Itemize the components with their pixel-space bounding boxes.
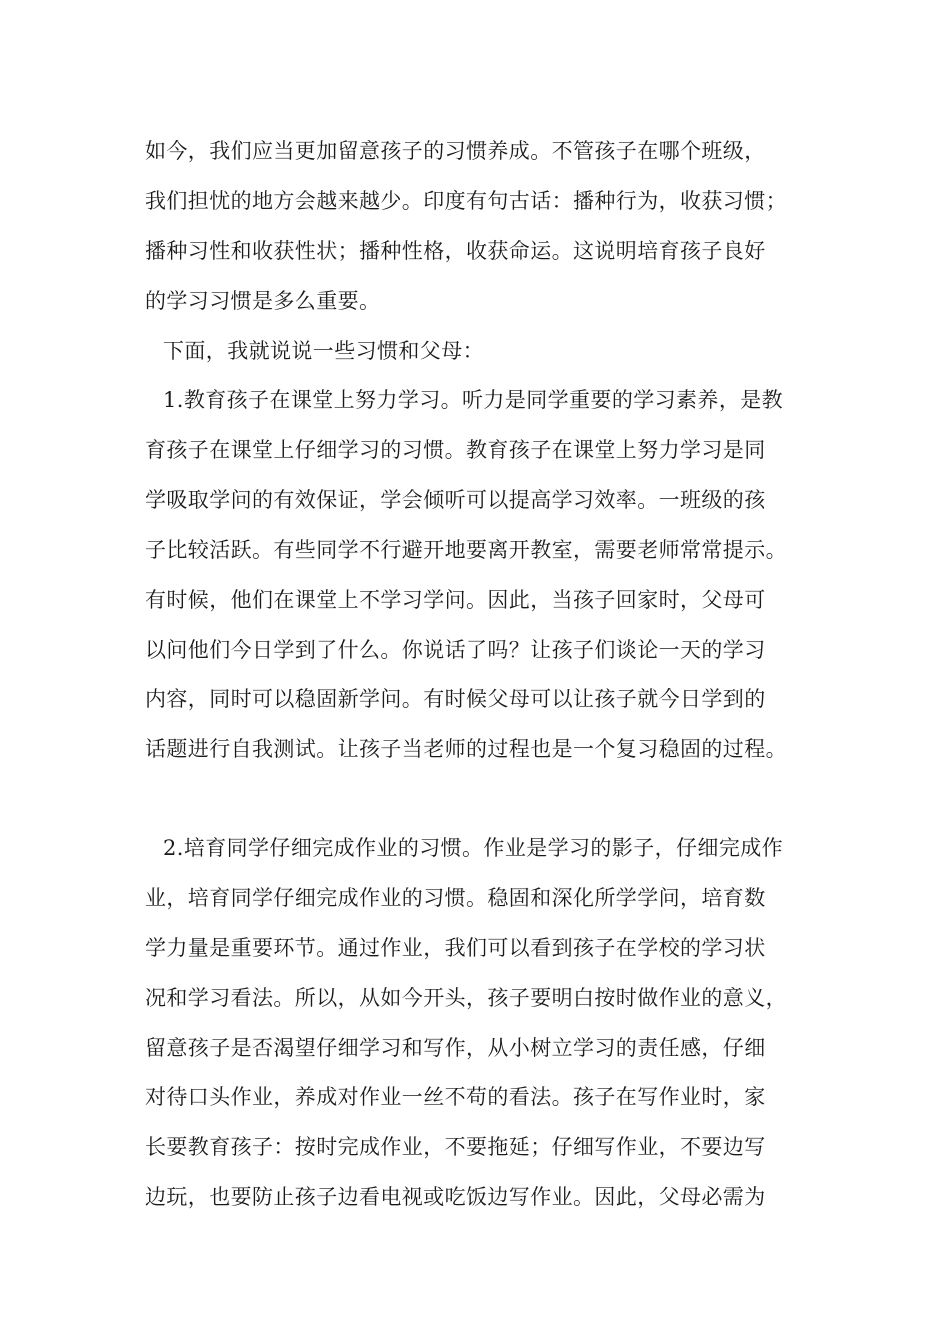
text-line-1: 如今，我们应当更加留意孩子的习惯养成。不管孩子在哪个班级， — [145, 139, 766, 163]
text-line-10: 有时候，他们在课堂上不学习学问。因此，当孩子回家时，父母可 — [145, 588, 766, 612]
text-line-17: 况和学习看法。所以，从如今开头，孩子要明白按时做作业的意义， — [145, 986, 787, 1010]
text-line-4: 的学习习惯是多么重要。 — [145, 289, 381, 313]
text-line-12: 内容，同时可以稳固新学问。有时候父母可以让孩子就今日学到的 — [145, 687, 766, 711]
text-line-15: 业，培育同学仔细完成作业的习惯。稳固和深化所学学问，培育数 — [145, 886, 766, 910]
text-line-20: 长要教育孩子：按时完成作业，不要拖延；仔细写作业，不要边写 — [145, 1135, 766, 1159]
text-line-14: 2.培育同学仔细完成作业的习惯。作业是学习的影子，仔细完成作 — [163, 836, 784, 860]
text-line-18: 留意孩子是否渴望仔细学习和写作，从小树立学习的责任感，仔细 — [145, 1036, 766, 1060]
text-line-19: 对待口头作业，养成对作业一丝不苟的看法。孩子在写作业时，家 — [145, 1085, 766, 1109]
text-line-2: 我们担忧的地方会越来越少。印度有句古话：播种行为，收获习惯； — [145, 189, 787, 213]
text-line-5: 下面，我就说说一些习惯和父母： — [163, 339, 484, 363]
text-line-7: 育孩子在课堂上仔细学习的习惯。教育孩子在课堂上努力学习是同 — [145, 438, 766, 462]
text-line-8: 学吸取学问的有效保证，学会倾听可以提高学习效率。一班级的孩 — [145, 488, 766, 512]
text-line-3: 播种习性和收获性状；播种性格，收获命运。这说明培育孩子良好 — [145, 239, 766, 263]
text-line-6: 1.教育孩子在课堂上努力学习。听力是同学重要的学习素养，是教 — [163, 388, 784, 412]
text-line-13: 话题进行自我测试。让孩子当老师的过程也是一个复习稳固的过程。 — [145, 737, 787, 761]
text-line-9: 子比较活跃。有些同学不行避开地要离开教室，需要老师常常提示。 — [145, 538, 787, 562]
text-line-21: 边玩，也要防止孩子边看电视或吃饭边写作业。因此，父母必需为 — [145, 1185, 766, 1209]
text-line-11: 以问他们今日学到了什么。你说话了吗？让孩子们谈论一天的学习 — [145, 638, 766, 662]
text-line-16: 学力量是重要环节。通过作业，我们可以看到孩子在学校的学习状 — [145, 936, 766, 960]
